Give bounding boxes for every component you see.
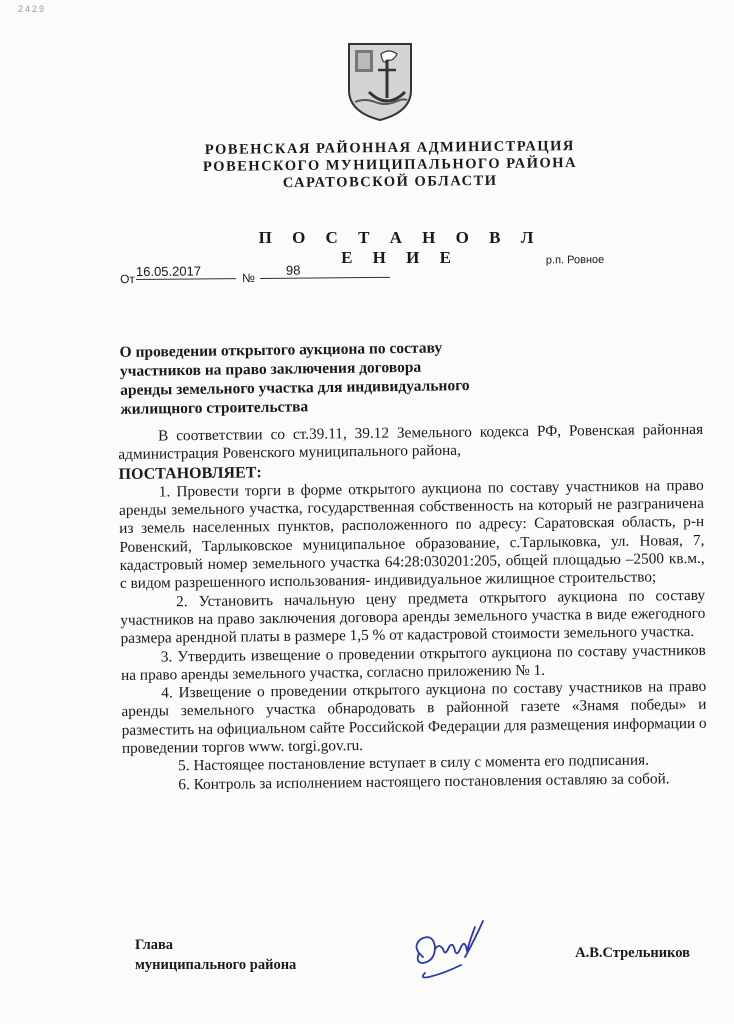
- body-item-2: 2. Установить начальную цену предмета открытого аукциона по составу участников на право заключения договора аренды земельного участка в виде ежегодного размера арендной платы в размере 1,5 % от кадастровой стоимости земельного участка.: [120, 586, 706, 648]
- signatory-title: [135, 935, 296, 975]
- issuer-header: [180, 138, 601, 193]
- document-subject: [119, 337, 540, 419]
- scan-number: 2429: [18, 4, 47, 14]
- body-item-6: 6. Контроль за исполнением настоящего постановления оставляю за собой.: [178, 769, 670, 793]
- subject-line-3: аренды земельного участка для индивидуального: [120, 377, 470, 399]
- handwritten-signature-icon: [405, 917, 495, 985]
- signatory-title-line-1: Глава: [135, 937, 174, 953]
- date-prefix: От: [119, 272, 135, 287]
- signature-block: [135, 935, 690, 995]
- body-item-4: 4. Извещение о проведении открытого аукциона по составу участников на право аренды земельного участка обнародовать в районной газете «Знамя победы» и разместить на официальном сайте Российской Федерации для размещения информации о проведении торгов www. torgi.gov.ru.: [121, 677, 707, 758]
- document-meta-row: [119, 253, 620, 288]
- subject-line-2: участников на право заключения договора: [119, 358, 422, 380]
- document-body: [118, 421, 707, 795]
- body-item-1: 1. Провести торги в форме открытого аукциона по составу участников на право аренды земельного участка, государственная собственность на который не разграничена из земель населенных пунктов, расположенного по адресу: Саратовская область, р-н Ровенский, Тарлыковское муниципальное образование, с.Тарлыковка, ул. Новая, 7, кадастровый номер земельного участка 64:28:030201:205, общей площадью –2500 кв.м., с видом разрешенного использования- индивидуальное жилищное строительство;: [118, 476, 705, 593]
- document-date: 16.05.2017: [136, 263, 236, 280]
- subject-line-1: О проведении открытого аукциона по составу: [119, 339, 443, 361]
- issuer-line-2: РОВЕНСКОГО МУНИЦИПАЛЬНОГО РАЙОНА: [202, 155, 578, 175]
- body-item-3: 3. Утвердить извещение о проведении открытого аукциона по составу участников на право аренды земельного участка, согласно приложению № 1.: [120, 641, 706, 684]
- document-type-title: П О С Т А Н О В Л Е Н И Е: [258, 228, 542, 267]
- signatory-title-line-2: муниципального района: [135, 957, 297, 973]
- issuer-line-1: РОВЕНСКАЯ РАЙОННАЯ АДМИНИСТРАЦИЯ: [204, 138, 575, 158]
- decree-heading: ПОСТАНОВЛЯЕТ:: [118, 463, 262, 483]
- coat-of-arms-icon: [345, 40, 415, 122]
- body-item-5: 5. Настоящее постановление вступает в силу с момента его подписания.: [178, 751, 650, 775]
- number-prefix: №: [241, 271, 255, 286]
- issuer-line-3: САРАТОВСКОЙ ОБЛАСТИ: [282, 172, 498, 192]
- intro-paragraph: В соответствии со ст.39.11, 39.12 Земельного кодекса РФ, Ровенская районная администрация Ровенского муниципального района,: [118, 420, 704, 464]
- subject-line-4: жилищного строительства: [120, 398, 309, 418]
- document-place: р.п. Ровное: [545, 253, 605, 267]
- document-number: 98: [260, 262, 390, 279]
- signatory-name: А.В.Стрельников: [575, 945, 690, 961]
